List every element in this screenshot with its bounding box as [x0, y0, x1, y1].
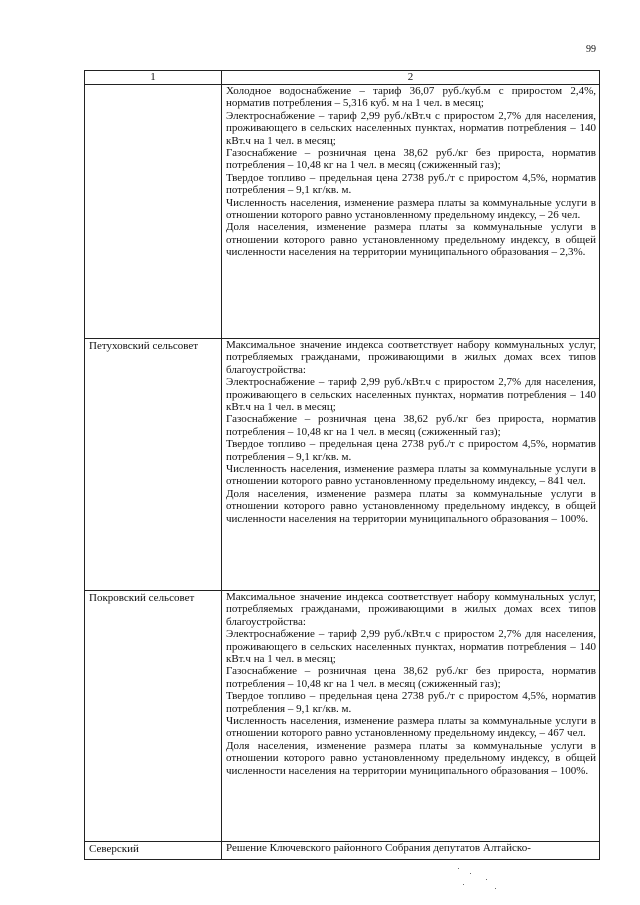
- paragraph-solid-fuel: Твердое топливо – предельная цена 2738 руб./т с приростом 4,5%, норматив потребления – 9,1 кг/кв. м.: [226, 438, 596, 463]
- content-cell: [222, 85, 600, 339]
- paragraph-population: Численность населения, изменение размера платы за коммунальные услуги в отношении которого равно установленному предельному индексу, – 26 чел.: [226, 196, 596, 222]
- table-row: [85, 85, 600, 339]
- tariff-table: [84, 70, 600, 860]
- region-cell: Северский: [85, 842, 222, 860]
- paragraph-gas: Газоснабжение – розничная цена 38,62 руб./кг без прироста, норматив потребления – 10,48 кг на 1 чел. в месяц (сжиженный газ);: [226, 147, 596, 172]
- header-col-2: 2: [222, 71, 600, 85]
- paragraph-population-share: Доля населения, изменение размера платы за коммунальные услуги в отношении которого равно установленному предельному индексу, в общей численности населения на территории муниципального образования – 100%.: [226, 487, 596, 525]
- scan-speck: [470, 873, 471, 874]
- paragraph-electricity: Электроснабжение – тариф 2,99 руб./кВт.ч с приростом 2,7% для населения, проживающего в сельских населенных пунктах, норматив потребления – 140 кВт.ч на 1 чел. в месяц;: [226, 109, 596, 147]
- paragraph-max-index: Максимальное значение индекса соответствует набору коммунальных услуг, потребляемых гражданами, проживающими в жилых домах всех типов благоустройства:: [226, 339, 596, 376]
- region-cell: Покровский сельсовет: [85, 591, 222, 842]
- paragraph-population-share: Доля населения, изменение размера платы за коммунальные услуги в отношении которого равно установленному предельному индексу, в общей численности населения на территории муниципального образования – 100%.: [226, 739, 596, 777]
- paragraph-max-index: Максимальное значение индекса соответствует набору коммунальных услуг, потребляемых гражданами, проживающими в жилых домах всех типов благоустройства:: [226, 591, 596, 628]
- page-number: 99: [586, 44, 596, 55]
- table-row: [85, 842, 600, 860]
- table-row: [85, 591, 600, 842]
- region-cell: Петуховский сельсовет: [85, 339, 222, 591]
- scan-speck: [463, 884, 464, 885]
- paragraph-gas: Газоснабжение – розничная цена 38,62 руб./кг без прироста, норматив потребления – 10,48 кг на 1 чел. в месяц (сжиженный газ);: [226, 413, 596, 438]
- paragraph-population: Численность населения, изменение размера платы за коммунальные услуги в отношении которого равно установленному предельному индексу, – 467 чел.: [226, 715, 596, 740]
- paragraph-population-share: Доля населения, изменение размера платы за коммунальные услуги в отношении которого равно установленному предельному индексу, в общей численности населения на территории муниципального образования – 2,3%.: [226, 221, 596, 259]
- content-cell: [222, 842, 600, 860]
- table-header-row: [85, 71, 600, 85]
- scan-speck: [486, 879, 487, 880]
- paragraph-electricity: Электроснабжение – тариф 2,99 руб./кВт.ч с приростом 2,7% для населения, проживающего в сельских населенных пунктах, норматив потребления – 140 кВт.ч на 1 чел. в месяц;: [226, 376, 596, 414]
- paragraph-solid-fuel: Твердое топливо – предельная цена 2738 руб./т с приростом 4,5%, норматив потребления – 9,1 кг/кв. м.: [226, 171, 596, 197]
- paragraph-electricity: Электроснабжение – тариф 2,99 руб./кВт.ч с приростом 2,7% для населения, проживающего в сельских населенных пунктах, норматив потребления – 140 кВт.ч на 1 чел. в месяц;: [226, 628, 596, 666]
- paragraph-cold-water: Холодное водоснабжение – тариф 36,07 руб./куб.м с приростом 2,4%, норматив потребления – 5,316 куб. м на 1 чел. в месяц;: [226, 85, 596, 110]
- paragraph-solid-fuel: Твердое топливо – предельная цена 2738 руб./т с приростом 4,5%, норматив потребления – 9,1 кг/кв. м.: [226, 690, 596, 715]
- content-cell: [222, 591, 600, 842]
- scan-speck: [495, 888, 496, 889]
- paragraph-decision: Решение Ключевского районного Собрания депутатов Алтайско-: [226, 842, 531, 854]
- region-cell: [85, 85, 222, 339]
- header-col-1: 1: [85, 71, 222, 85]
- table-row: [85, 339, 600, 591]
- paragraph-population: Численность населения, изменение размера платы за коммунальные услуги в отношении которого равно установленному предельному индексу, – 841 чел.: [226, 463, 596, 488]
- content-cell: [222, 339, 600, 591]
- paragraph-gas: Газоснабжение – розничная цена 38,62 руб./кг без прироста, норматив потребления – 10,48 кг на 1 чел. в месяц (сжиженный газ);: [226, 665, 596, 690]
- scan-speck: [458, 868, 459, 869]
